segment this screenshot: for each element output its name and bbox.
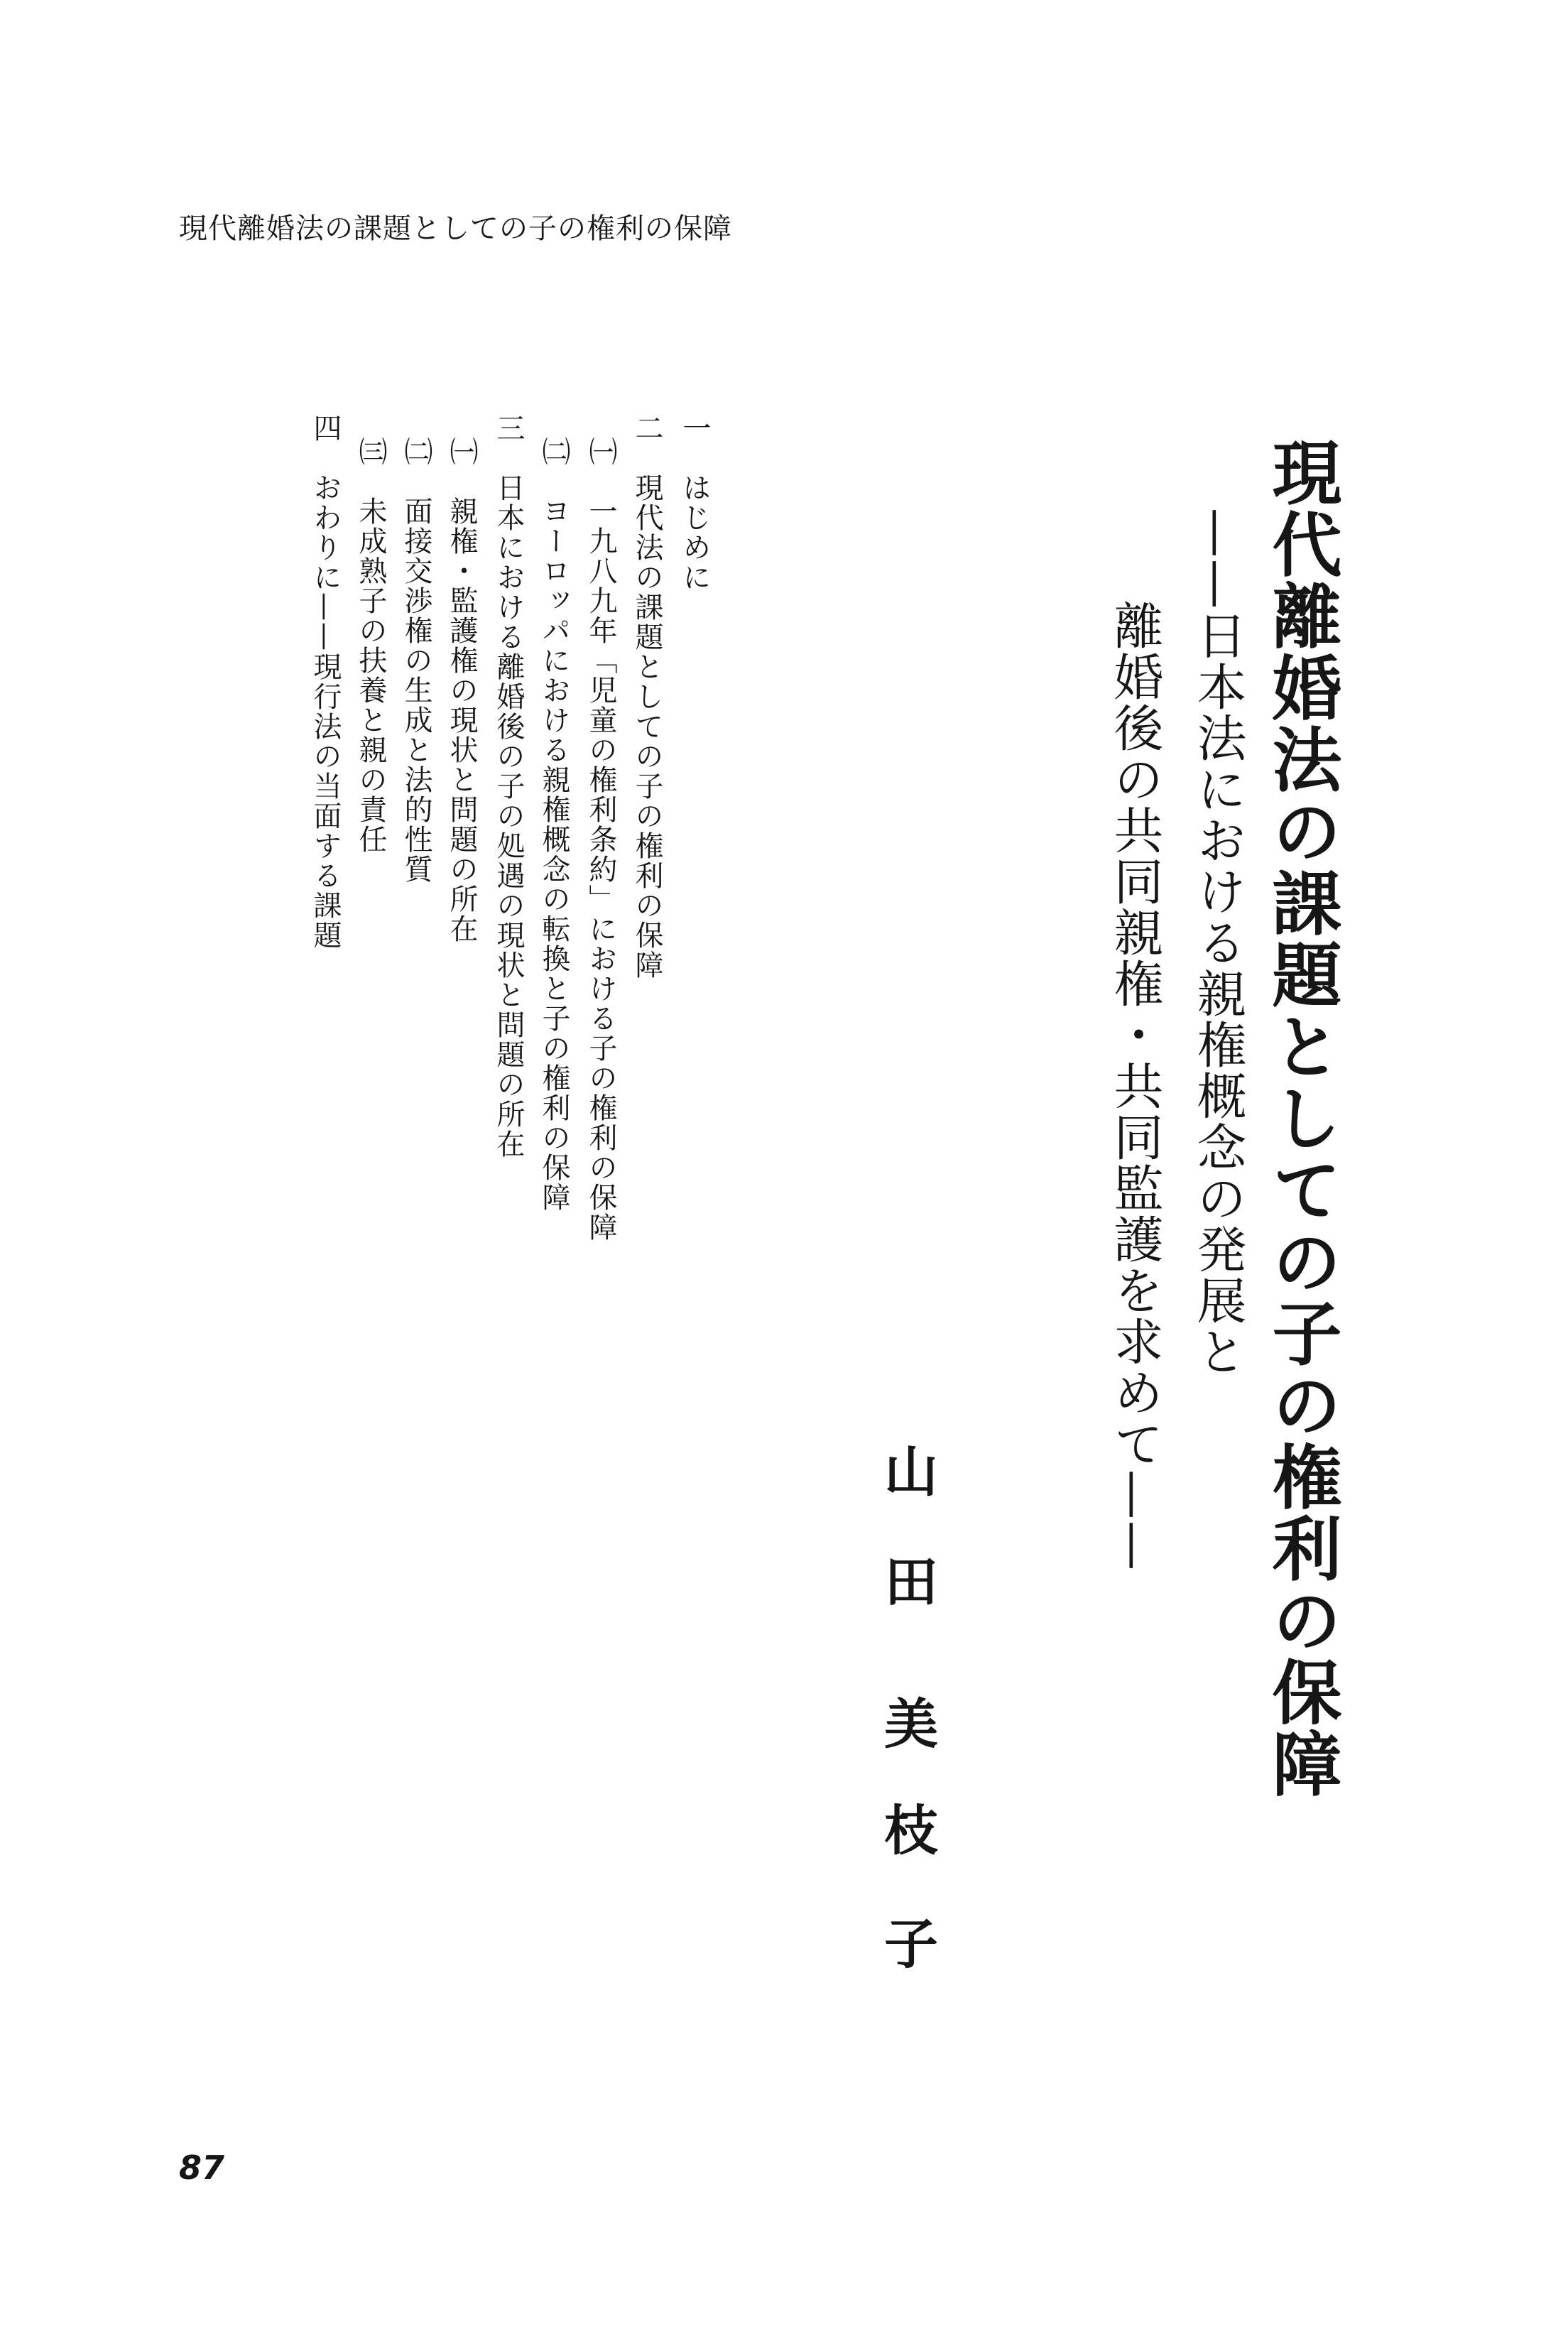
toc-entry (534, 437, 575, 1212)
author-char: 田 (884, 1550, 938, 1614)
toc-text: 一九八九年「児童の権利条約」における子の権利の保障 (584, 496, 617, 1242)
toc-text: 親権・監護権の現状と問題の所在 (445, 496, 478, 944)
page-number: 87 (179, 2148, 225, 2187)
subtitle-line-1: ——日本法における親権概念の発展と (1189, 508, 1247, 1377)
toc-mark: ㈡ (538, 437, 570, 467)
toc-entry (396, 437, 437, 884)
toc-mark: ㈠ (445, 437, 478, 467)
toc-mark: ㈢ (354, 437, 387, 467)
toc-entry (442, 437, 482, 944)
toc-text: 現代法の課題としての子の権利の保障 (631, 473, 663, 980)
toc-text: 日本における離婚後の子の処遇の現状と問題の所在 (492, 473, 525, 1159)
subtitle-line-2: 離婚後の共同親権・共同監護を求めて—— (1106, 600, 1164, 1572)
author-name (884, 1440, 938, 1982)
toc-entry (489, 413, 529, 1159)
toc-text: 面接交渉権の生成と法的性質 (400, 496, 432, 884)
author-char: 美 (884, 1692, 938, 1756)
running-head: 現代離婚法の課題としての子の権利の保障 (179, 212, 732, 245)
author-char: 枝 (884, 1799, 938, 1862)
toc-entry (581, 437, 621, 1242)
toc-mark: 三 (492, 413, 525, 443)
toc-entry (627, 413, 668, 980)
toc-mark: 四 (309, 413, 342, 443)
author-char: 山 (884, 1440, 938, 1504)
toc-entry (675, 413, 715, 592)
toc-entry (305, 413, 346, 950)
author-char: 子 (884, 1913, 938, 1976)
toc-mark: 一 (678, 413, 711, 443)
toc-text: ヨーロッパにおける親権概念の転換と子の権利の保障 (538, 496, 570, 1212)
toc-text: 未成熟子の扶養と親の責任 (354, 496, 387, 854)
toc-text: おわりに——現行法の当面する課題 (309, 473, 342, 950)
toc-mark: 二 (631, 413, 663, 443)
toc-mark: ㈠ (584, 437, 617, 467)
article-title: 現代離婚法の課題としての子の権利の保障 (1261, 437, 1342, 1800)
toc-entry (351, 437, 391, 854)
toc-text: はじめに (678, 473, 711, 592)
toc-mark: ㈡ (400, 437, 432, 467)
